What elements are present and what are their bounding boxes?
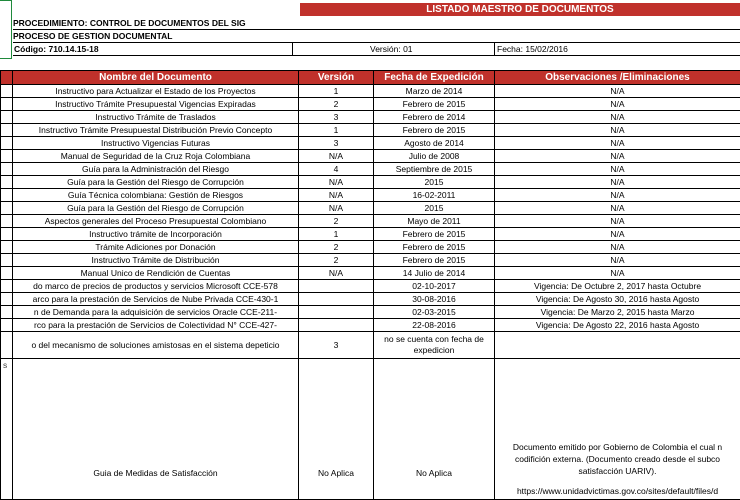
column-header[interactable]: Fecha de Expedición: [374, 71, 495, 85]
row-header-cell[interactable]: [1, 306, 13, 319]
cell-obs[interactable]: N/A: [495, 124, 740, 137]
cell-obs[interactable]: Vigencia: De Agosto 22, 2016 hasta Agosto: [495, 319, 740, 332]
cell-obs[interactable]: N/A: [495, 176, 740, 189]
cell-version[interactable]: N/A: [299, 189, 374, 202]
cell-version[interactable]: 4: [299, 163, 374, 176]
cell-nombre[interactable]: arco para la prestación de Servicios de Nube Privada CCE-430-1: [13, 293, 299, 306]
column-header[interactable]: Versión: [299, 71, 374, 85]
row-header-cell[interactable]: [1, 293, 13, 306]
cell-obs[interactable]: N/A: [495, 111, 740, 124]
cell-fecha[interactable]: Mayo de 2011: [374, 215, 495, 228]
cell-obs[interactable]: N/A: [495, 215, 740, 228]
cell-version[interactable]: [299, 306, 374, 319]
row-header-cell[interactable]: [1, 215, 13, 228]
cell-nombre[interactable]: Guía para la Gestión del Riesgo de Corrupción: [13, 202, 299, 215]
table-row: [1, 241, 740, 254]
cell-nombre[interactable]: Manual Unico de Rendición de Cuentas: [13, 267, 299, 280]
cell-nombre[interactable]: [13, 359, 299, 500]
cell-obs[interactable]: N/A: [495, 202, 740, 215]
cell-fecha[interactable]: no se cuenta con fecha de expedicion: [374, 332, 495, 359]
table-row: [1, 163, 740, 176]
cell-obs[interactable]: Vigencia: De Marzo 2, 2015 hasta Marzo: [495, 306, 740, 319]
cell-nombre[interactable]: Instructivo trámite de Incorporación: [13, 228, 299, 241]
cell-obs[interactable]: N/A: [495, 137, 740, 150]
cell-nombre[interactable]: Instructivo para Actualizar el Estado de los Proyectos: [13, 85, 299, 98]
cell-fecha[interactable]: [374, 359, 495, 500]
table-row: [1, 254, 740, 267]
row-header-cell[interactable]: [1, 137, 13, 150]
cell-version[interactable]: [299, 319, 374, 332]
procedure-label: PROCEDIMIENTO: CONTROL DE DOCUMENTOS DEL SIG: [13, 18, 246, 28]
cell-version[interactable]: 3: [299, 111, 374, 124]
cell-nombre[interactable]: Instructivo Trámite de Distribución: [13, 254, 299, 267]
row-header-cell[interactable]: [1, 202, 13, 215]
table-row: [1, 319, 740, 332]
cell-fecha[interactable]: Febrero de 2015: [374, 98, 495, 111]
cell-version[interactable]: [299, 359, 374, 500]
version-label: Versión: 01: [370, 44, 413, 54]
cell-obs[interactable]: [495, 332, 740, 359]
row-header-cell[interactable]: [1, 189, 13, 202]
cell-nombre[interactable]: Aspectos generales del Proceso Presupuestal Colombiano: [13, 215, 299, 228]
row-header-cell[interactable]: [1, 163, 13, 176]
table-row: [1, 215, 740, 228]
cell-version[interactable]: 3: [299, 137, 374, 150]
row-header-cell[interactable]: [1, 319, 13, 332]
cell-version[interactable]: [299, 293, 374, 306]
cell-nombre[interactable]: Instructivo Trámite de Traslados: [13, 111, 299, 124]
date-label: Fecha: 15/02/2016: [497, 44, 568, 54]
cell-nombre[interactable]: Instructivo Vigencias Futuras: [13, 137, 299, 150]
table-row: [1, 98, 740, 111]
row-header-cell: [1, 71, 13, 85]
cell-nombre[interactable]: n de Demanda para la adquisición de servicios Oracle CCE-211-: [13, 306, 299, 319]
cell-nombre[interactable]: Guía para la Gestión del Riesgo de Corrupción: [13, 176, 299, 189]
row-header-cell[interactable]: [1, 267, 13, 280]
cell-fecha[interactable]: 02-10-2017: [374, 280, 495, 293]
cell-fecha[interactable]: 2015: [374, 202, 495, 215]
row-header-cell[interactable]: [1, 98, 13, 111]
cell-nombre[interactable]: Instructivo Trámite Presupuestal Distribución Previo Concepto: [13, 124, 299, 137]
cell-fecha[interactable]: 02-03-2015: [374, 306, 495, 319]
cell-text: No Aplica: [318, 468, 354, 478]
selected-cell-frame[interactable]: [0, 0, 12, 59]
cell-text: No Aplica: [416, 468, 452, 478]
cell-nombre[interactable]: do marco de precios de productos y servicios Microsoft CCE-578: [13, 280, 299, 293]
cell-version[interactable]: 1: [299, 124, 374, 137]
cell-obs[interactable]: N/A: [495, 85, 740, 98]
cell-version[interactable]: 3: [299, 332, 374, 359]
row-header-cell[interactable]: [1, 85, 13, 98]
cell-obs[interactable]: [495, 359, 740, 500]
row-header-cell[interactable]: [1, 241, 13, 254]
document-title: LISTADO MAESTRO DE DOCUMENTOS: [300, 3, 740, 16]
cell-version[interactable]: N/A: [299, 202, 374, 215]
cell-obs[interactable]: N/A: [495, 163, 740, 176]
row-header-cell[interactable]: [1, 280, 13, 293]
row-header-cell[interactable]: [1, 254, 13, 267]
cell-nombre[interactable]: Manual de Seguridad de la Cruz Roja Colombiana: [13, 150, 299, 163]
cell-fecha[interactable]: 22-08-2016: [374, 319, 495, 332]
cell-version[interactable]: 2: [299, 254, 374, 267]
table-row: [1, 85, 740, 98]
cell-obs[interactable]: N/A: [495, 189, 740, 202]
cell-fecha[interactable]: Febrero de 2015: [374, 241, 495, 254]
column-header[interactable]: Observaciones /Eliminaciones: [495, 71, 740, 85]
table-row: [1, 111, 740, 124]
table-row: [1, 124, 740, 137]
cell-version[interactable]: [299, 280, 374, 293]
table-row: [1, 306, 740, 319]
cell-version[interactable]: 2: [299, 241, 374, 254]
cell-nombre[interactable]: Instructivo Trámite Presupuestal Vigencias Expiradas: [13, 98, 299, 111]
table-row: [1, 359, 740, 500]
row-header-cell[interactable]: [1, 176, 13, 189]
cell-fecha[interactable]: Septiembre de 2015: [374, 163, 495, 176]
table-row: [1, 150, 740, 163]
process-label: PROCESO DE GESTION DOCUMENTAL: [13, 31, 173, 41]
row-header-cell[interactable]: s: [1, 359, 13, 500]
document-link[interactable]: https://www.unidadvictimas.gov.co/sites/default/files/d: [516, 486, 719, 496]
cell-obs[interactable]: N/A: [495, 150, 740, 163]
cell-obs[interactable]: N/A: [495, 267, 740, 280]
cell-fecha[interactable]: Febrero de 2014: [374, 111, 495, 124]
cell-version[interactable]: 1: [299, 85, 374, 98]
column-header[interactable]: Nombre del Documento: [13, 71, 299, 85]
cell-fecha[interactable]: Febrero de 2015: [374, 254, 495, 267]
cell-nombre[interactable]: Trámite Adiciones por Donación: [13, 241, 299, 254]
cell-fecha[interactable]: Julio de 2008: [374, 150, 495, 163]
cell-version[interactable]: N/A: [299, 267, 374, 280]
cell-obs[interactable]: N/A: [495, 254, 740, 267]
cell-obs[interactable]: N/A: [495, 228, 740, 241]
table-row: [1, 202, 740, 215]
cell-obs[interactable]: N/A: [495, 241, 740, 254]
cell-version[interactable]: 2: [299, 98, 374, 111]
divider: [13, 55, 740, 56]
cell-obs[interactable]: Vigencia: De Agosto 30, 2016 hasta Agosto: [495, 293, 740, 306]
row-header-cell[interactable]: [1, 111, 13, 124]
table-row: [1, 267, 740, 280]
cell-obs[interactable]: N/A: [495, 98, 740, 111]
row-header-cell[interactable]: [1, 228, 13, 241]
cell-obs[interactable]: Vigencia: De Octubre 2, 2017 hasta Octubre: [495, 280, 740, 293]
cell-nombre[interactable]: o del mecanismo de soluciones amistosas en el sistema depeticio: [13, 332, 299, 359]
documents-table: [0, 70, 740, 500]
table-header-row: [1, 71, 740, 85]
cell-fecha[interactable]: Febrero de 2015: [374, 124, 495, 137]
cell-text: Guia de Medidas de Satisfacción: [93, 468, 218, 478]
cell-nombre[interactable]: rco para la prestación de Servicios de Colectividad N° CCE-427-: [13, 319, 299, 332]
cell-version[interactable]: N/A: [299, 176, 374, 189]
table-row: [1, 332, 740, 359]
cell-fecha[interactable]: 14 Julio de 2014: [374, 267, 495, 280]
cell-fecha[interactable]: Agosto de 2014: [374, 137, 495, 150]
cell-version[interactable]: N/A: [299, 150, 374, 163]
cell-fecha[interactable]: Marzo de 2014: [374, 85, 495, 98]
cell-fecha[interactable]: Febrero de 2015: [374, 228, 495, 241]
table-row: [1, 189, 740, 202]
cell-nombre[interactable]: Guía para la Administración del Riesgo: [13, 163, 299, 176]
table-row: [1, 176, 740, 189]
cell-fecha[interactable]: 16-02-2011: [374, 189, 495, 202]
cell-fecha[interactable]: 2015: [374, 176, 495, 189]
table-row: [1, 228, 740, 241]
cell-fecha[interactable]: 30-08-2016: [374, 293, 495, 306]
table-row: [1, 280, 740, 293]
table-row: [1, 293, 740, 306]
code-label: Código: 710.14.15-18: [14, 44, 99, 54]
cell-version[interactable]: 2: [299, 215, 374, 228]
cell-text: Documento emitido por Gobierno de Colombia el cual n codifición externa. (Documento creado desde el subco satisfacción UARIV).: [512, 442, 723, 476]
row-header-cell[interactable]: [1, 332, 13, 359]
cell-nombre[interactable]: Guía Técnica colombiana: Gestión de Riesgos: [13, 189, 299, 202]
cell-version[interactable]: 1: [299, 228, 374, 241]
row-header-cell[interactable]: [1, 150, 13, 163]
table-body: [1, 85, 740, 500]
table-row: [1, 137, 740, 150]
row-header-cell[interactable]: [1, 124, 13, 137]
